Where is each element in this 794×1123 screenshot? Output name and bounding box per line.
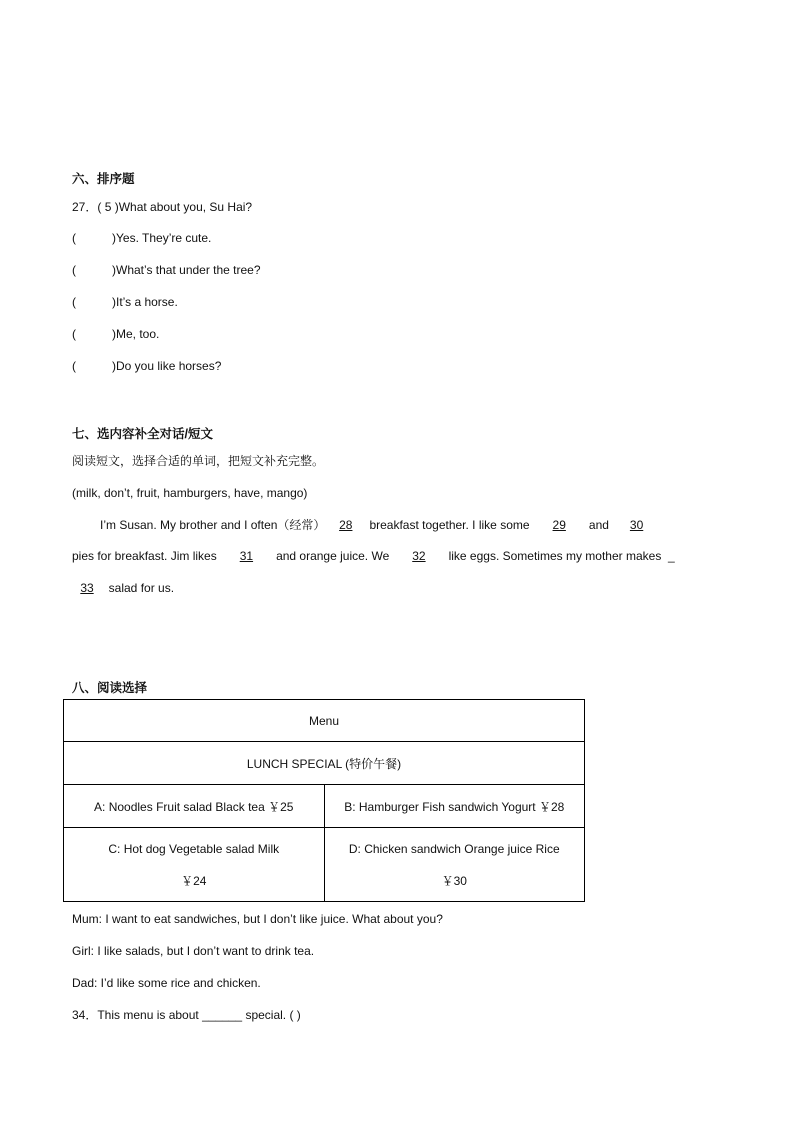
passage-line-2 [72,548,675,564]
blank-33[interactable]: 33 [80,581,94,595]
order-item-text: Yes. They’re cute. [116,231,212,245]
menu-option-d-items: D: Chicken sandwich Orange juice Rice [348,841,560,856]
menu-option-b: B: Hamburger Fish sandwich Yogurt ￥28 [324,785,585,828]
answer-paren-open[interactable]: ( [72,295,76,309]
menu-option-c [64,828,325,902]
dialog-line-dad: Dad: I’d like some rice and chicken. [72,976,261,990]
menu-option-c-price: ￥24 [181,873,207,888]
order-item-2 [72,262,261,278]
answer-paren-open[interactable]: ( [72,263,76,277]
blank-31[interactable]: 31 [239,549,254,563]
answer-paren-close: ) [112,231,116,245]
question-27 [72,199,252,215]
menu-option-c-items: C: Hot dog Vegetable salad Milk [108,841,280,856]
answer-paren-open[interactable]: ( [72,231,76,245]
dialog-line-girl: Girl: I like salads, but I don’t want to drink tea. [72,944,315,958]
section-8-heading: 八、阅读选择 [72,681,148,695]
passage-text: pies for breakfast. Jim likes [72,549,217,563]
order-item-4 [72,326,159,342]
blank-28[interactable]: 28 [339,518,353,532]
answer-paren-close: ) [112,263,116,277]
section-6-heading: 六、排序题 [72,172,135,186]
answer-paren-open[interactable]: ( [72,327,76,341]
dialog-line-mum: Mum: I want to eat sandwiches, but I don’t like juice. What about you? [72,912,443,926]
order-item-text: It’s a horse. [116,295,178,309]
answer-paren-open[interactable]: ( [72,359,76,373]
passage-text: and orange juice. We [276,549,390,563]
menu-title: Menu [64,700,585,742]
section-7-heading: 七、选内容补全对话/短文 [72,427,213,441]
order-item-text: What’s that under the tree? [116,263,261,277]
order-item-text: Do you like horses? [116,359,222,373]
section-7-instruction: 阅读短文，选择合适的单词，把短文补充完整。 [72,454,325,468]
menu-option-d-price: ￥30 [441,873,467,888]
question-number: 27． [72,200,98,214]
passage-text: I’m Susan. My brother and I often（经常） [100,518,326,532]
blank-30[interactable]: 30 [629,518,644,532]
passage-text: _ [668,549,675,563]
passage-text: salad for us. [108,581,175,595]
answer-paren-close: ) [112,327,116,341]
menu-lunch-special: LUNCH SPECIAL (特价午餐) [64,742,585,785]
passage-text: breakfast together. I like some [369,518,530,532]
menu-table [63,699,585,902]
passage-line-1 [72,517,658,533]
passage-text: like eggs. Sometimes my mother makes [448,549,662,563]
order-item-1 [72,230,211,246]
answer-paren-close: ) [112,295,116,309]
passage-text: and [588,518,609,532]
menu-option-d [324,828,585,902]
menu-option-a: A: Noodles Fruit salad Black tea ￥25 [64,785,325,828]
question-34: 34．This menu is about ______ special. ( ) [72,1008,301,1022]
blank-32[interactable]: 32 [412,549,426,563]
word-options: (milk, don’t, fruit, hamburgers, have, mango) [72,486,308,500]
order-item-5 [72,358,221,374]
passage-line-3 [72,580,174,596]
blank-29[interactable]: 29 [552,518,566,532]
order-item-3 [72,294,178,310]
question-27-first-line: ( 5 )What about you, Su Hai? [97,200,253,214]
answer-paren-close: ) [112,359,116,373]
order-item-text: Me, too. [116,327,160,341]
